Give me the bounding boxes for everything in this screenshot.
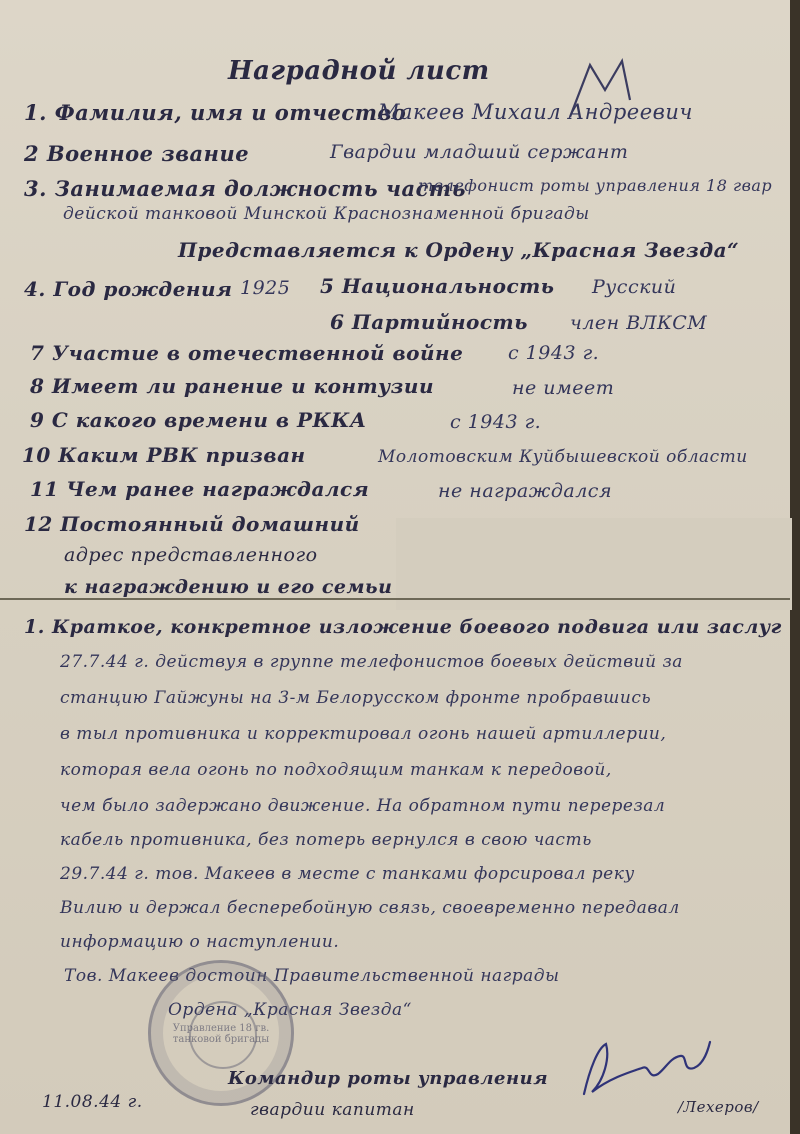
narrative-line: чем было задержано движение. На обратном пути перерезал [60,796,666,816]
narrative-line: 27.7.44 г. действуя в группе телефонистов боевых действий за [60,652,683,672]
field-2-label: 2 Военное звание [24,141,250,166]
field-2-value: Гвардии младший сержант [330,141,629,163]
field-11-label: 11 Чем ранее награждался [30,477,370,501]
field-1-label: 1. Фамилия, имя и отчество [24,100,407,125]
field-4-value: 1925 [240,277,291,299]
field-10-value: Молотовским Куйбышевской области [378,447,748,467]
field-1-value: Макеев Михаил Андреевич [378,100,693,124]
narrative-line: информацию о наступлении. [60,932,340,952]
conclusion-line-2: Ордена „Красная Звезда“ [168,1000,412,1020]
narrative-line: станцию Гайжуны на 3-м Белорусском фронте пробравшись [60,688,652,708]
field-4-label: 4. Год рождения [24,277,233,301]
narrative-line: в тыл противника и корректировал огонь нашей артиллерии, [60,724,667,744]
stamp-text: Управление 18 гв. танковой бригады [172,1023,270,1045]
presented-for-award: Представляется к Ордену „Красная Звезда“ [178,238,740,262]
field-5-value: Русский [592,276,677,298]
field-7-label: 7 Участие в отечественной войне [30,341,464,365]
field-8-label: 8 Имеет ли ранение и контузии [30,374,434,398]
field-11-value: не награждался [438,480,613,502]
field-3-value-a: телефонист роты управления 18 гвар [418,176,773,195]
document-date: 11.08.44 г. [42,1092,143,1112]
field-6-label: 6 Партийность [330,310,528,334]
conclusion-line-1: Тов. Макеев достоин Правительственной награды [64,966,560,986]
field-9-label: 9 С какого времени в РККА [30,408,367,432]
section-divider [0,598,790,600]
narrative-line: кабель противника, без потерь вернулся в свою часть [60,830,592,850]
signatory-name: /Лехеров/ [678,1098,759,1116]
narrative-line: Вилию и держал бесперебойную связь, своевременно передавал [60,898,680,918]
field-8-value: не имеет [512,377,615,399]
narrative-line: 29.7.44 г. тов. Макеев в месте с танками форсировал реку [60,864,635,884]
commander-title: Командир роты управления [228,1068,549,1089]
narrative-heading: 1. Краткое, конкретное изложение боевого подвига или заслуг [24,616,782,638]
field-12-line-1: 12 Постоянный домашний [24,512,360,536]
field-3-label: 3. Занимаемая должность часть [24,176,466,201]
field-10-label: 10 Каким РВК призван [22,443,306,467]
document-title: Наградной лист [228,56,490,86]
field-6-value: член ВЛКСМ [570,312,708,334]
field-12-line-2: адрес представленного [64,544,318,566]
field-12-line-3: к награждению и его семьи [64,576,393,598]
redacted-address [396,518,792,610]
field-9-value: с 1943 г. [450,411,542,433]
commander-rank: гвардии капитан [250,1100,415,1120]
field-3-value-b: дейской танковой Минской Краснознаменной бригады [63,204,590,224]
field-7-value: с 1943 г. [508,342,600,364]
field-5-label: 5 Национальность [320,274,555,298]
signature-icon [570,1028,720,1108]
narrative-line: которая вела огонь по подходящим танкам к передовой, [60,760,612,780]
